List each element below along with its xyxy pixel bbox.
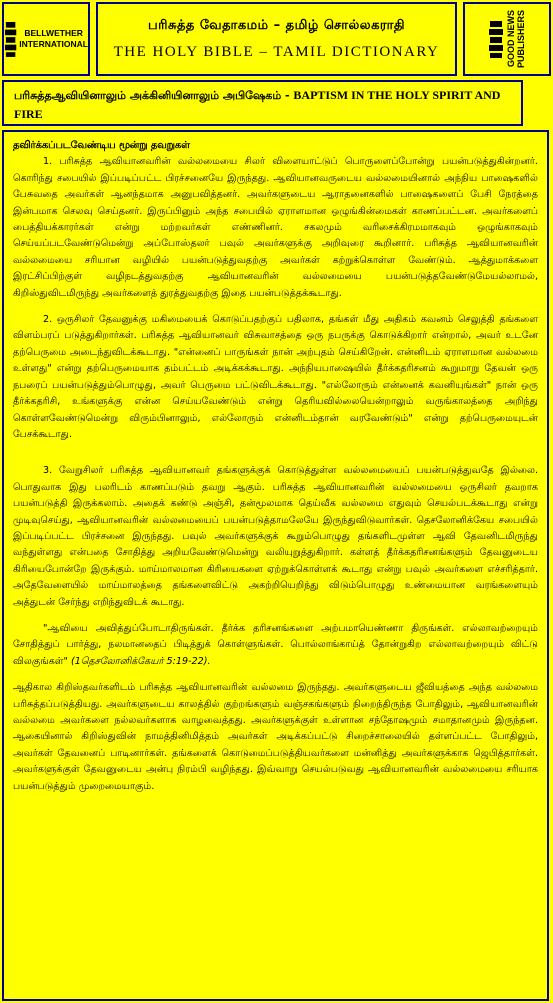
title-english: THE HOLY BIBLE – TAMIL DICTIONARY xyxy=(113,43,440,60)
book-stack-icon xyxy=(4,19,17,59)
section-title: தவிர்க்கப்படவேண்டிய மூன்று தவறுகள் xyxy=(13,140,190,151)
good-news-line2: PUBLISHERS xyxy=(516,9,526,68)
good-news-logo xyxy=(463,2,551,76)
paragraph-3: 3. வேறுசிலர் பரிசுத்த ஆவியானவர் தங்களுக்குக் கொடுத்துள்ள வல்லமையைப் பயன்படுத்துவதே இல்லை. பொதுவாக இது பலரிடம் காணப்படும் தவறு ஆகும். பரிசுத்த ஆவியானவரின் வல்லமையை ஒருசிலர் தவறாக பயன்படுத்தி இருக்கலாம். அதைக் கண்டு அஞ்சி, தன்மூலமாக தெய்வீக வல்லமை எதுவும் செயல்படக்கூடாது என்று முடிவுசெய்து, ஆவியானவரின் வல்லமையைப் பயன்படுத்தாமலேயே இருந்துவிடுவார்கள். தெசலோனிக்கேய சபையில் இப்படிப்பட்ட பிரச்சனை இருந்தது. பவுல் அவர்களுக்குக் கூறும்பொழுது தங்களிடமுள்ள ஆவி தேவனிடமிருந்து வந்துள்ளது என்பதை சோதித்து அறியவேண்டுமென்று வலியுறுத்துகிறார். கள்ளத் தீர்க்கதரிசனங்களும் தேவனுடைய கிரியைபோன்றே இருக்கும். மாய்மாலமான கிரியைகளை ஏற்றுக்கொள்ளக் கூடாது என்று பவுல் அவர்களை எச்சரித்தார். அதேவேளையில் மாய்மாலத்தை தங்களைவிட்டு அகற்றியெறிந்து விடும்பொழுது உண்மையான வரங்களையும் அத்துடன் சேர்ந்து எறிந்துவிடக் கூடாது. xyxy=(13,465,538,608)
bellwether-logo xyxy=(2,2,90,76)
quote-text: "ஆவியை அவித்துப்போடாதிருங்கள். தீர்க்க தரிசனங்களை அற்பமாயெண்ணா திருங்கள். எல்லாவற்றையும் சோதித்துப் பார்த்து, நலமானதைப் பிடித்துக் கொள்ளுங்கள். பொல்லாங்காய்த் தோன்றுகிற எல்லாவற்றையும் விட்டு விலகுங்கள்" xyxy=(13,622,538,667)
header xyxy=(0,0,553,80)
paragraph-4: ஆதிகால கிறிஸ்தவர்களிடம் பரிசுத்த ஆவியானவரின் வல்லமை இருந்தது. அவர்களுடைய ஜீவியத்தை அந்த வல்லமை பரிசுத்தப்படுத்தியது. அவர்களுடைய காலத்தில் குற்றங்களும் வஞ்சகங்களும் நிறைந்திருந்த போதிலும், ஆவியானவரின் வல்லமை அவர்களை நல்லவர்களாக வாழவைத்தது. அவர்களுக்குள் உள்ளான சந்தோஷமும் சமாதானமும் இருந்தன. ஆகையினால் கிறிஸ்துவின் நாமத்தினிமித்தம் அவர்கள் அடிக்கப்பட்டு சிறைச்சாலையில் தள்ளப்பட்ட போதிலும், அவர்கள் தேவனைப் பாடினார்கள். தங்களைக் கொடுமைப்படுத்தியவர்களை மன்னித்து அவர்களுக்காக ஜெபித்தார்கள். அவர்களுக்குள் தேவனுடைய அன்பு நிரம்பி வழிந்தது. இவ்வாறு செயல்படுவது ஆவியானவரின் வல்லமையை சரியாக பயன்படுத்தும் முறைமையாகும். xyxy=(13,682,538,792)
scripture-reference: (1தெசலோனிக்கேயர் 5:19-22). xyxy=(71,655,211,667)
topic-english: BAPTISM IN THE HOLY SPIRIT AND FIRE xyxy=(14,88,501,121)
bellwether-logo-text xyxy=(19,28,88,50)
book-stack-icon xyxy=(488,19,504,59)
good-news-line1: GOOD NEWS xyxy=(506,10,516,68)
paragraph-2: 2. ஒருசிலர் தேவனுக்கு மகிமையைக் கொடுப்பதற்குப் பதிலாக, தங்கள் மீது அதிகம் கவனம் செலுத்தி தங்களை விளம்பரப் படுத்துகிறார்கள். பரிசுத்த ஆவியானவர் விசுவாசத்தை ஒரு நபருக்கு கொடுக்கிறார் என்றால், அவர் உடனே தற்பெருமை அடைந்துவிடக்கூடாது. "என்னைப் பாருங்கள் நான் அற்புதம் செய்கிறேன். என்னிடம் ஏராளமான வல்லமை உள்ளது" என்று தற்பெருமையாக தம்பட்டம் அடிக்கக்கூடாது. அந்நியபாஷையில் தீர்க்கதரிசனம் கூறுமாறு தேவன் ஒரு நபரைப் பயன்படுத்தும்பொழுது, அவர் பெருமை பட்டுவிடக்கூடாது. "எல்லோரும் என்னைக் கவனியுங்கள்" நான் ஒரு தீர்க்கதரிசி, உங்களுக்கு என்ன செய்யவேண்டும் என்று தெரியவில்லையென்றாலும் வருங்காலத்தை அறிந்து கொள்ளவேண்டுமென்று விரும்பினாலும், எல்லோரும் என்னிடம்தான் வரவேண்டும்" என்று தற்பெருமையுடன் பேசக்கூடாது. xyxy=(13,314,538,440)
paragraph-1: 1. பரிசுத்த ஆவியானவரின் வல்லமையை சிலர் விளையாட்டுப் பொருளைப்போன்று பயன்படுத்துகின்றனர். கொரிந்து சபையில் இப்படிப்பட்ட பிரச்சனையே இருந்தது. ஆவியானவருடைய வல்லமையினால் அந்நிய பாஷைகளில் பேசுவதை அவர்கள் ஆனந்தமாக அனுபவித்தனர். அவர்களுடைய ஆராதனைகளில் பாஷைகளைப் பேசி நேரத்தை இன்பமாக செலவு செய்தனர். இருப்பினும் அந்த சபையில் ஏராளமான ஒழுங்கின்மைகள் காணப்பட்டன. அவர்களைப் பைத்தியக்காரர்கள் என்று மற்றவர்கள் எண்ணினர். சகலமும் வரிசைக்கிரமமாகவும் ஒழுங்காகவும் செய்யப்படவேண்டுமென்று அப்போஸ்தலர் பவுல் அவர்களுக்கு அறிவுரை கூறினார். பரிசுத்த ஆவியானவரின் வல்லமையை சரியான வழியில் பயன்படுத்துவதற்கு அவர்கள் கற்றுக்கொள்ள வேண்டும். ஆத்துமாக்களை இரட்சிப்பிற்குள் வழிநடத்துவதற்கு ஆவியானவரின் வல்லமையை பயன்படுத்தவேண்டுமேயல்லாமல், கிறிஸ்துவிடமிருந்து அவர்களைத் துரத்துவதற்கு இதை பயன்படுத்தக்கூடாது. xyxy=(13,156,538,299)
title-box xyxy=(96,2,457,76)
topic-heading xyxy=(2,80,523,126)
bellwether-line1: BELLWETHER xyxy=(24,28,83,38)
bellwether-line2: INTERNATIONAL xyxy=(19,39,88,49)
good-news-logo-text xyxy=(506,10,526,68)
topic-tamil: பரிசுத்தஆவியினாலும் அக்கினியினாலும் அபிஷேகம் xyxy=(14,89,282,102)
topic-separator: - xyxy=(281,89,294,102)
title-tamil: பரிசுத்த வேதாகமம் – தமிழ் சொல்லகராதி xyxy=(147,17,406,33)
content-body xyxy=(2,130,549,1001)
scripture-quote xyxy=(13,621,538,670)
